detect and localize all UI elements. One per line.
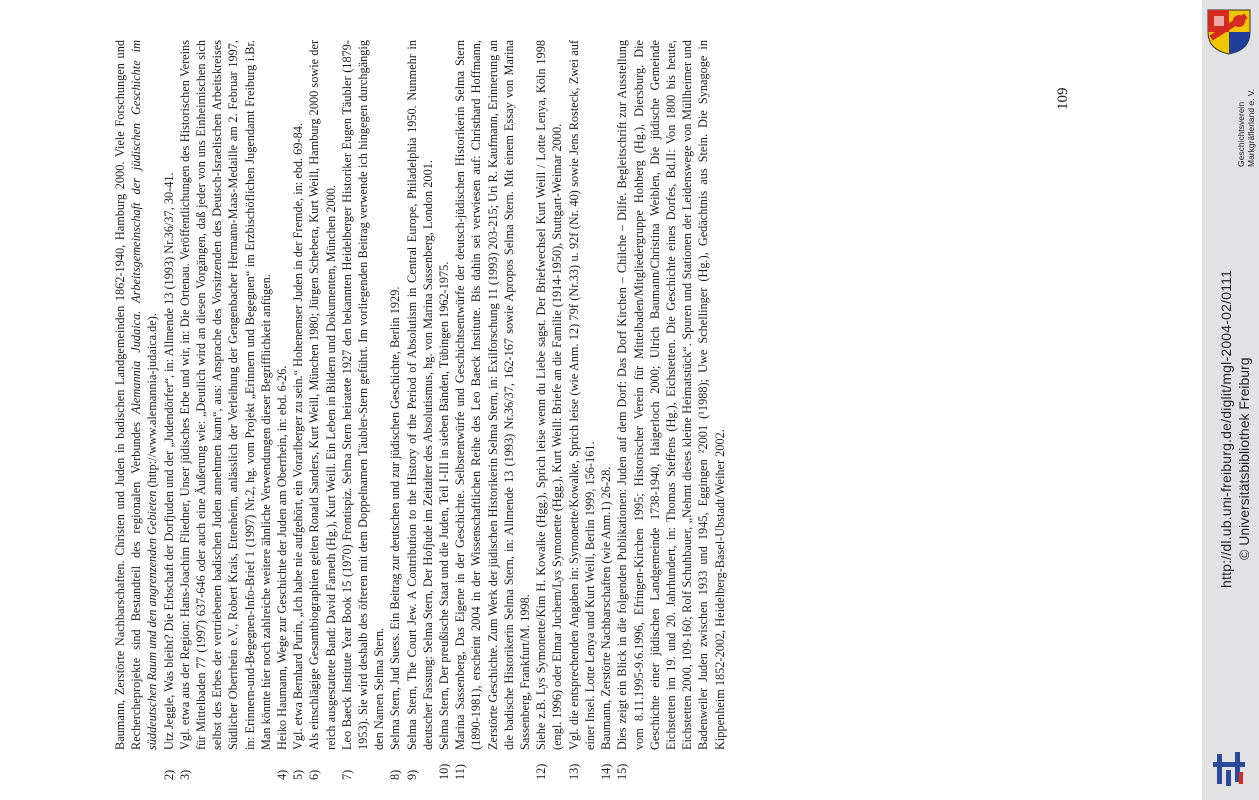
footnote-number: 12)	[534, 763, 549, 780]
footnote-text: Vgl. die entsprechenden Angaben in: Symonette/Kowalke, Sprich leise (wie Anm. 12) 79f (Nr.33) u. 92f (Nr. 40) sowie Jens Rosteck, Zwei auf einer Insel. Lotte Lenya und Kurt Weill, Berlin 1999, 156-161.	[566, 40, 597, 750]
footnote-number: 9)	[404, 769, 419, 780]
footnote-text: Siehe z.B. Lys Symonette/Kim H. Kowalke (Hgg.), Sprich leise wenn du Liebe sagst. Der Briefwechsel Kurt Weill / Lotte Lenya, Köln 1998 (engl. 1996) oder Elmar Juchem/Lys Symonette (Hgg.), Kurt Weill: Briefe an die Familie (1914-1950), Stuttgart-Weimar 2000.	[534, 40, 565, 750]
footnote	[339, 40, 388, 780]
footnote	[306, 40, 338, 780]
footnote-text: Vgl. etwa Bernhard Purin, „Ich habe nie aufgehört, ein Vorarlberger zu sein.“ Hohenemser Juden in der Fremde, in: ebd. 69-84.	[291, 123, 306, 750]
footnote-text: Leo Baeck Institute Year Book 15 (1970) Frontispiz. Selma Stern heiratete 1927 den bekannten Heidelberger Historiker Eugen Täubler (1879-1953). Sie wird deshalb des öfteren mit dem Doppelnamen Täubler-Stern geführt. Im vorliegenden Beitrag verwende ich hingegen durchgängig den Namen Selma Stern.	[339, 40, 387, 750]
footnote-text: Vgl. etwa aus der Region: Hans-Joachim Fliedner, Unser jüdisches Erbe und wir, in: Die Ortenau. Veröffentlichungen des Historischen Vereins für Mittelbaden 77 (1997) 637-646 oder auch eine Äußerung wie: „Deutlich wird an diesen Vorgängen, daß jeder von uns Einheimischen sich selbst des Erbes der vertriebenen badischen Juden annehmen kann“, aus: Ansprache des Vorsitzenden des Deutsch-Israelischen Arbeitskreises Südlicher Oberrhein e.V., Robert Krais, Ettenheim, anlässlich der Verleihung der Gengenbacher Hermann-Maas-Medaille am 2. Februar 1997, in: Erinnern-und-Begegnen-Info-Brief 1 (1997) Nr.2, hg. vom Projekt „Erinnern und Begegnen“ im Erzbischöflichen Jugendamt Freiburg i.Br. Man könnte hier noch zahlreiche weitere ähnliche Verwendungen dieser Begrifflichkeit anfügen.	[177, 40, 273, 750]
page-number: 109	[1055, 87, 1071, 110]
footnote-number: 15)	[615, 763, 630, 780]
footnote-text: Baumann, Zerstörte Nachbarschaften (wie Anm.1) 26-28.	[599, 466, 614, 750]
footnote-text: Selma Stern, Der preußische Staat und die Juden, Teil I-III in sieben Bänden, Tübingen 1962-1975.	[437, 261, 452, 750]
footnote-number: 14)	[599, 763, 614, 780]
ub-freiburg-logo-icon	[1211, 748, 1247, 788]
footnote	[533, 40, 565, 780]
footnote-text: Heiko Haumann, Wege zur Geschichte der Juden am Oberrhein, in: ebd. 6-26.	[275, 365, 290, 750]
footnote-text: Marina Sassenberg, Das Eigene in der Geschichte. Selbstentwürfe und Geschichtsentwürfe der deutsch-jüdischen Historikerin Selma Stern (1890-1981), erscheint 2004 in der Wissenschaftlichen Reihe des Leo Baeck Institute. Bis dahin sei verwiesen auf: Christhard Hoffmann, Zerstörte Geschichte. Zum Werk der jüdischen Historikerin Selma Stern, in: Exilforschung 11 (1993) 203-215; Uri R. Kaufmann, Erinnerung an die badische Historikerin Selma Stern, in: Allmende 13 (1993) Nr.36/37, 162-167 sowie Apropos Selma Stern. Mit einem Essay von Marina Sassenberg, Frankfurt/M. 1998.	[453, 39, 533, 750]
footnote	[598, 40, 614, 780]
footnote	[274, 40, 290, 780]
source-url-link[interactable]: http://dl.ub.uni-freiburg.de/diglit/mgl-2004-02/0111	[1218, 269, 1234, 588]
footnote	[566, 40, 598, 780]
footnote	[161, 40, 177, 780]
rotated-page	[112, 0, 1071, 800]
footnote-text: Selma Stern, The Court Jew. A Contribution to the History of the Period of Absolutism in Central Europe, Philadelphia 1950. Nunmehr in deutscher Fassung: Selma Stern, Der Hofjude im Zeitalter des Absolutismus, hg. von Marina Sassenberg, London 2001.	[404, 40, 435, 750]
footnote	[112, 40, 161, 780]
footnote	[452, 40, 533, 780]
footnote	[614, 40, 727, 780]
footnotes-list	[112, 40, 728, 780]
footnote	[290, 40, 306, 780]
footnote-text: Baumann, Zerstörte Nachbarschaften. Christen und Juden in badischen Landgemeinden 1862-1940, Hamburg 2000. Viele Forschungen und Rechercheprojekte sind Bestandteil des regionalen Verbundes Alemannia Judaica. Arbeitsgemeinschaft der jüdischen Geschichte im süddeutschen Raum und den angrenzenden Gebieten (http://www.alemannia-judaica.de).	[113, 40, 160, 750]
footnote-number: 8)	[388, 769, 403, 780]
footnote-number: 2)	[161, 769, 176, 780]
footnote-number: 5)	[291, 769, 306, 780]
footnote-text: Selma Stern, Jud Suess. Ein Beitrag zur deutschen und zur jüdischen Geschichte, Berlin 1929.	[388, 286, 403, 750]
footnote-italic-title: Alemannia Judaica. Arbeitsgemeinschaft der jüdischen Geschichte im süddeutschen Raum und den angrenzenden Gebieten	[129, 40, 160, 750]
footnote	[436, 40, 452, 780]
footnote	[404, 40, 436, 780]
footnote-number: 6)	[307, 769, 322, 780]
footnote	[177, 40, 274, 780]
footnote	[387, 40, 403, 780]
footnote-number: 3)	[177, 769, 192, 780]
footnote-text: Als einschlägige Gesamtbiographien gelten Ronald Sanders, Kurt Weill, München 1980; Jürgen Schebera, Kurt Weill, Hamburg 2000 sowie der reich ausgestattete Band: David Farneth (Hg.), Kurt Weill. Ein Leben in Bildern und Dokumenten, München 2000.	[307, 40, 338, 750]
society-name-line1: Geschichtsverein	[1236, 101, 1246, 167]
footnote-number: 7)	[339, 769, 354, 780]
coat-of-arms-icon	[1206, 8, 1252, 56]
footnote-number: 11)	[453, 764, 468, 780]
footnote-number: 10)	[437, 763, 452, 780]
footnote-text: Utz Jeggle, Was bleibt? Die Erbschaft der Dorfjuden und der „Judendörfer“, in: Allmende 13 (1993) Nr.36/37, 30-41.	[161, 172, 176, 750]
footnote-number: 4)	[275, 769, 290, 780]
footnote-number: 13)	[566, 763, 581, 780]
footnote-text: Dies zeigt ein Blick in die folgenden Publikationen: Juden auf dem Dorf: Das Dorf Kirchen – Chilche – Dilfe. Begleitschrift zur Ausstellung vom 8.11.1995-9.6.1996, Efringen-Kirchen 1995; Historischer Verein für Mittelbaden/Mitgliedergruppe Hohberg (Hg.), Diersburg. Die Geschichte einer jüdischen Landgemeinde 1738-1940, Haigerloch 2000; Ulrich Baumann/Christina Weiblen, Die jüdische Gemeinde Eichstetten im 19. und 20. Jahrhundert, in: Thomas Steffens (Hg.), Eichstetten. Die Geschichte eines Dorfes, Bd.II: Von 1800 bis heute, Eichstetten 2000, 109-160; Rolf Schuhbauer, „Nehmt dieses kleine Heimatstück“. Spuren und Stationen der Leidenswege von Müllheimer und Badenweiler Juden zwischen 1933 und 1945, Eggingen ²2001 (¹1988); Uwe Schellinger (Hg.), Gedächtnis aus Stein. Die Synagoge in Kippenheim 1852-2002, Heidelberg-Basel-Ubstadt/Weiher 2002.	[615, 40, 727, 750]
society-name-line2: Markgräflerland e. V.	[1246, 88, 1256, 167]
library-copyright: © Universitätsbibliothek Freiburg	[1236, 357, 1252, 560]
